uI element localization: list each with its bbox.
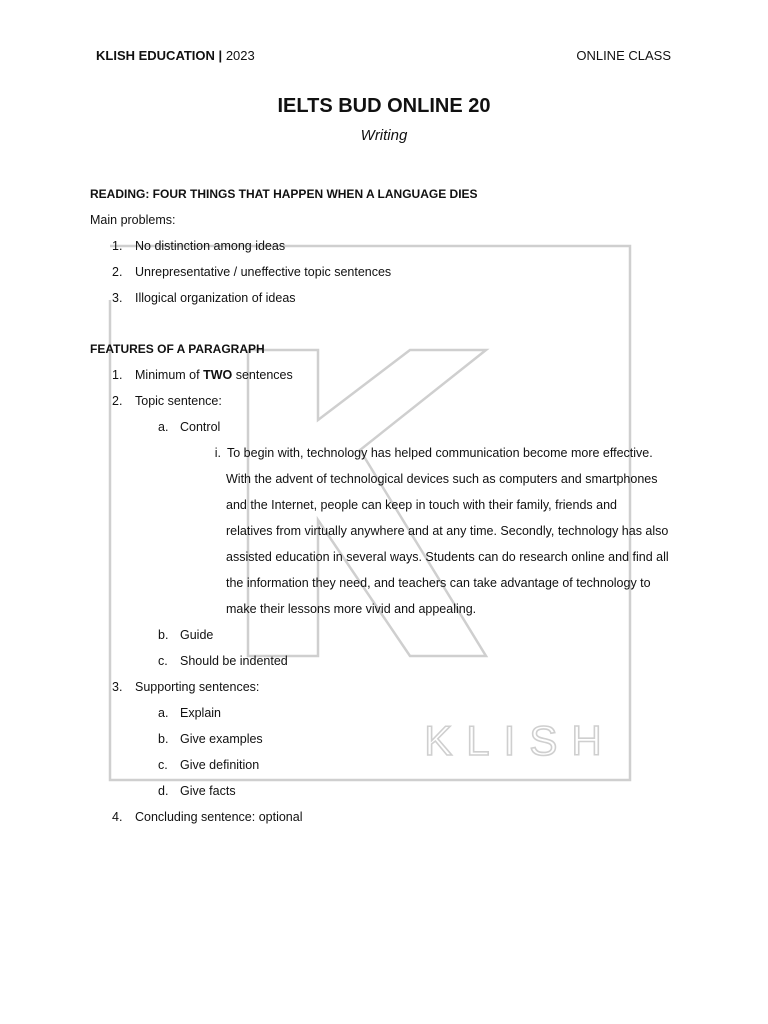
reading-heading: READING: FOUR THINGS THAT HAPPEN WHEN A LANGUAGE DIES — [90, 187, 478, 201]
list-item-text: Guide — [180, 628, 214, 642]
list-marker: 1. — [112, 368, 123, 382]
list-item-text: Unrepresentative / uneffective topic sentences — [135, 265, 392, 279]
example-paragraph-line: make their lessons more vivid and appealing. — [226, 602, 477, 616]
list-marker: d. — [158, 784, 169, 798]
list-item-text: No distinction among ideas — [135, 239, 286, 253]
list-item-text: Should be indented — [180, 654, 288, 668]
example-paragraph-line: and the Internet, people can keep in touch with their family, friends and — [226, 498, 617, 512]
document-title: IELTS BUD ONLINE 20 — [277, 95, 491, 117]
sub-list-item — [90, 730, 690, 756]
list-marker: 3. — [112, 291, 123, 305]
brand-name: KLISH EDUCATION | — [96, 48, 223, 63]
list-item-text: Give definition — [180, 758, 260, 772]
sub-list-item — [90, 652, 690, 678]
list-item — [90, 392, 690, 418]
features-heading: FEATURES OF A PARAGRAPH — [90, 342, 265, 356]
list-marker: a. — [158, 706, 169, 720]
sub-list-item — [90, 626, 690, 652]
list-marker: 3. — [112, 680, 123, 694]
list-marker: c. — [158, 654, 168, 668]
list-item-text: sentences — [235, 368, 293, 382]
list-marker: 4. — [112, 810, 123, 824]
list-marker: c. — [158, 758, 168, 772]
sub-list-item — [90, 418, 690, 444]
example-paragraph-line — [90, 444, 690, 470]
list-item — [90, 678, 690, 704]
list-item-text: Give examples — [180, 732, 263, 746]
list-marker: 2. — [112, 265, 123, 279]
list-marker: 2. — [112, 394, 123, 408]
sub-list-item — [90, 782, 690, 808]
list-item-text: Explain — [180, 706, 221, 720]
sub-list-item — [90, 756, 690, 782]
example-paragraph-line: the information they need, and teachers can take advantage of technology to — [226, 576, 651, 590]
list-item-text: Supporting sentences: — [135, 680, 260, 694]
header-right-label: ONLINE CLASS — [576, 48, 671, 63]
example-paragraph-line: assisted education in several ways. Students can do research online and find all — [226, 550, 669, 564]
reading-intro: Main problems: — [90, 213, 176, 227]
example-paragraph-line: With the advent of technological devices such as computers and smartphones — [226, 472, 658, 486]
watermark-text: KLISH — [424, 717, 616, 764]
list-item — [90, 289, 690, 315]
list-item-text: Give facts — [180, 784, 236, 798]
list-item — [90, 237, 690, 263]
list-marker: i. — [214, 446, 221, 460]
list-marker: b. — [158, 628, 169, 642]
emphasis-text: TWO — [203, 368, 233, 382]
list-item-text: Concluding sentence: optional — [135, 810, 303, 824]
list-item-text: Topic sentence: — [135, 394, 222, 408]
list-marker: 1. — [112, 239, 123, 253]
document-subtitle: Writing — [360, 127, 408, 144]
list-item — [90, 366, 690, 392]
document-body — [90, 185, 690, 834]
header-left — [96, 48, 255, 63]
list-item-text: Control — [180, 420, 221, 434]
list-item-text: Illogical organization of ideas — [135, 291, 296, 305]
example-paragraph-line: relatives from virtually anywhere and at any time. Secondly, technology has also — [226, 524, 669, 538]
page-header — [96, 48, 671, 66]
example-text: To begin with, technology has helped communication become more effective. — [227, 446, 653, 460]
list-item-text: Minimum of — [135, 368, 200, 382]
sub-list-item — [90, 704, 690, 730]
list-marker: b. — [158, 732, 169, 746]
list-item — [90, 263, 690, 289]
list-marker: a. — [158, 420, 169, 434]
list-item — [90, 808, 690, 834]
header-year: 2023 — [225, 48, 255, 63]
